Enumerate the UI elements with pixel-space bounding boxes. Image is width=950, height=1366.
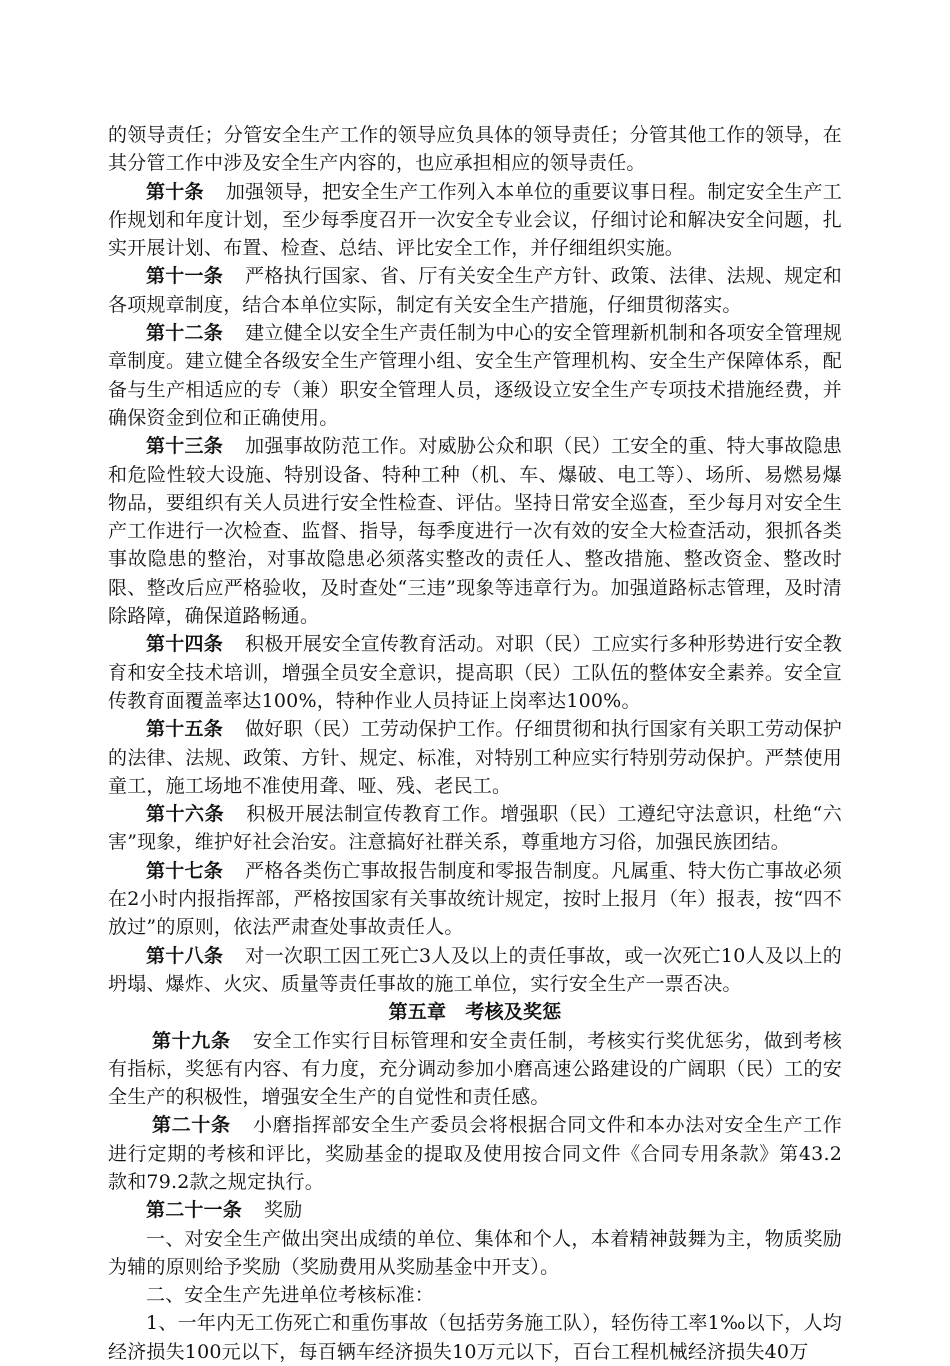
article-19 (108, 1027, 842, 1112)
article-18-title: 第十八条 (146, 944, 224, 967)
reward-item-1: 一、对安全生产做出突出成绩的单位、集体和个人，本着精神鼓舞为主，物质奖励为辅的原则给予奖励（奖励费用从奖励基金中开支）。 (108, 1227, 842, 1278)
article-19-title: 第十九条 (152, 1029, 231, 1052)
article-13-title: 第十三条 (146, 435, 224, 458)
article-17-text: 严格各类伤亡事故报告制度和零报告制度。凡属重、特大伤亡事故必须在2小时内报指挥部，严格按国家有关事故统计规定，按时上报月（年）报表，按“四不放过”的原则，依法严肃查处事故责任人。 (108, 859, 842, 939)
article-16 (108, 800, 842, 857)
article-13-text: 加强事故防范工作。对威胁公众和职（民）工安全的重、特大事故隐患和危险性较大设施、特别设备、特种工种（机、车、爆破、电工等）、场所、易燃易爆物品，要组织有关人员进行安全性检查、评估。坚持日常安全巡查，至少每月对安全生产工作进行一次检查、监督、指导，每季度进行一次有效的安全大检查活动，狠抓各类事故隐患的整治，对事故隐患必须落实整改的责任人、整改措施、整改资金、整改时限、整改后应严格验收，及时查处“三违”现象等违章行为。加强道路标志管理，及时清除路障，确保道路畅通。 (108, 435, 842, 628)
article-12-text: 建立健全以安全生产责任制为中心的安全管理新机制和各项安全管理规章制度。建立健全各级安全生产管理小组、安全生产管理机构、安全生产保障体系，配备与生产相适应的专（兼）职安全管理人员，逐级设立安全生产专项技术措施经费，并确保资金到位和正确使用。 (108, 322, 842, 429)
article-11-text: 严格执行国家、省、厅有关安全生产方针、政策、法律、法规、规定和各项规章制度，结合本单位实际，制定有关安全生产措施，仔细贯彻落实。 (108, 265, 842, 316)
article-12-title: 第十二条 (146, 322, 224, 345)
article-21 (108, 1196, 842, 1224)
article-17-title: 第十七条 (146, 859, 224, 882)
article-17 (108, 857, 842, 942)
article-21-title: 第二十一条 (146, 1199, 243, 1222)
article-20-text: 小磨指挥部安全生产委员会将根据合同文件和本办法对安全生产工作进行定期的考核和评比，奖励基金的提取及使用按合同文件《合同专用条款》第43.2款和79.2款之规定执行。 (108, 1114, 842, 1193)
article-15 (108, 715, 842, 800)
article-20-title: 第二十条 (152, 1114, 231, 1137)
intro-paragraph: 的领导责任；分管安全生产工作的领导应负具体的领导责任；分管其他工作的领导，在其分管工作中涉及安全生产内容的，也应承担相应的领导责任。 (108, 124, 842, 175)
chapter-heading: 第五章 考核及奖惩 (388, 1001, 562, 1024)
article-16-title: 第十六条 (146, 803, 225, 826)
article-12 (108, 319, 842, 432)
article-11-title: 第十一条 (146, 265, 224, 288)
article-14-title: 第十四条 (146, 633, 224, 656)
article-11 (108, 262, 842, 319)
article-10-text: 加强领导，把安全生产工作列入本单位的重要议事日程。制定安全生产工作规划和年度计划，至少每季度召开一次安全专业会议，仔细讨论和解决安全问题，扎实开展计划、布置、检查、总结、评比安全工作，并仔细组织实施。 (108, 180, 842, 260)
reward-item-2-1: 1、一年内无工伤死亡和重伤事故（包括劳务施工队），轻伤待工率1‰以下，人均经济损失100元以下，每百辆车经济损失10万元以下，百台工程机械经济损失40万 (108, 1312, 842, 1363)
article-16-text: 积极开展法制宣传教育工作。增强职（民）工遵纪守法意识，杜绝“六害”现象，维护好社会治安。注意搞好社群关系，尊重地方习俗，加强民族团结。 (108, 803, 842, 854)
article-15-text: 做好职（民）工劳动保护工作。仔细贯彻和执行国家有关职工劳动保护的法律、法规、政策、方针、规定、标准，对特别工种应实行特别劳动保护。严禁使用童工，施工场地不准使用聋、哑、残、老民工。 (108, 718, 842, 797)
article-10-title: 第十条 (146, 180, 204, 203)
article-13 (108, 432, 842, 630)
article-15-title: 第十五条 (146, 718, 224, 741)
article-10 (108, 178, 842, 263)
article-19-text: 安全工作实行目标管理和安全责任制，考核实行奖优惩劣，做到考核有指标，奖惩有内容、有力度，充分调动参加小磨高速公路建设的广阔职（民）工的安全生产的积极性，增强安全生产的自觉性和责任感。 (108, 1029, 842, 1109)
article-14-text: 积极开展安全宣传教育活动。对职（民）工应实行多种形势进行安全教育和安全技术培训，增强全员安全意识，提高职（民）工队伍的整体安全素养。安全宣传教育面覆盖率达100%，特种作业人员持证上岗率达100%。 (108, 633, 842, 712)
article-18 (108, 942, 842, 999)
article-21-text: 奖励 (264, 1199, 303, 1222)
article-20 (108, 1111, 842, 1196)
article-14 (108, 630, 842, 715)
reward-item-2: 二、安全生产先进单位考核标准： (146, 1284, 435, 1307)
article-18-text: 对一次职工因工死亡3人及以上的责任事故，或一次死亡10人及以上的坍塌、爆炸、火灾、质量等责任事故的施工单位，实行安全生产一票否决。 (108, 944, 842, 995)
